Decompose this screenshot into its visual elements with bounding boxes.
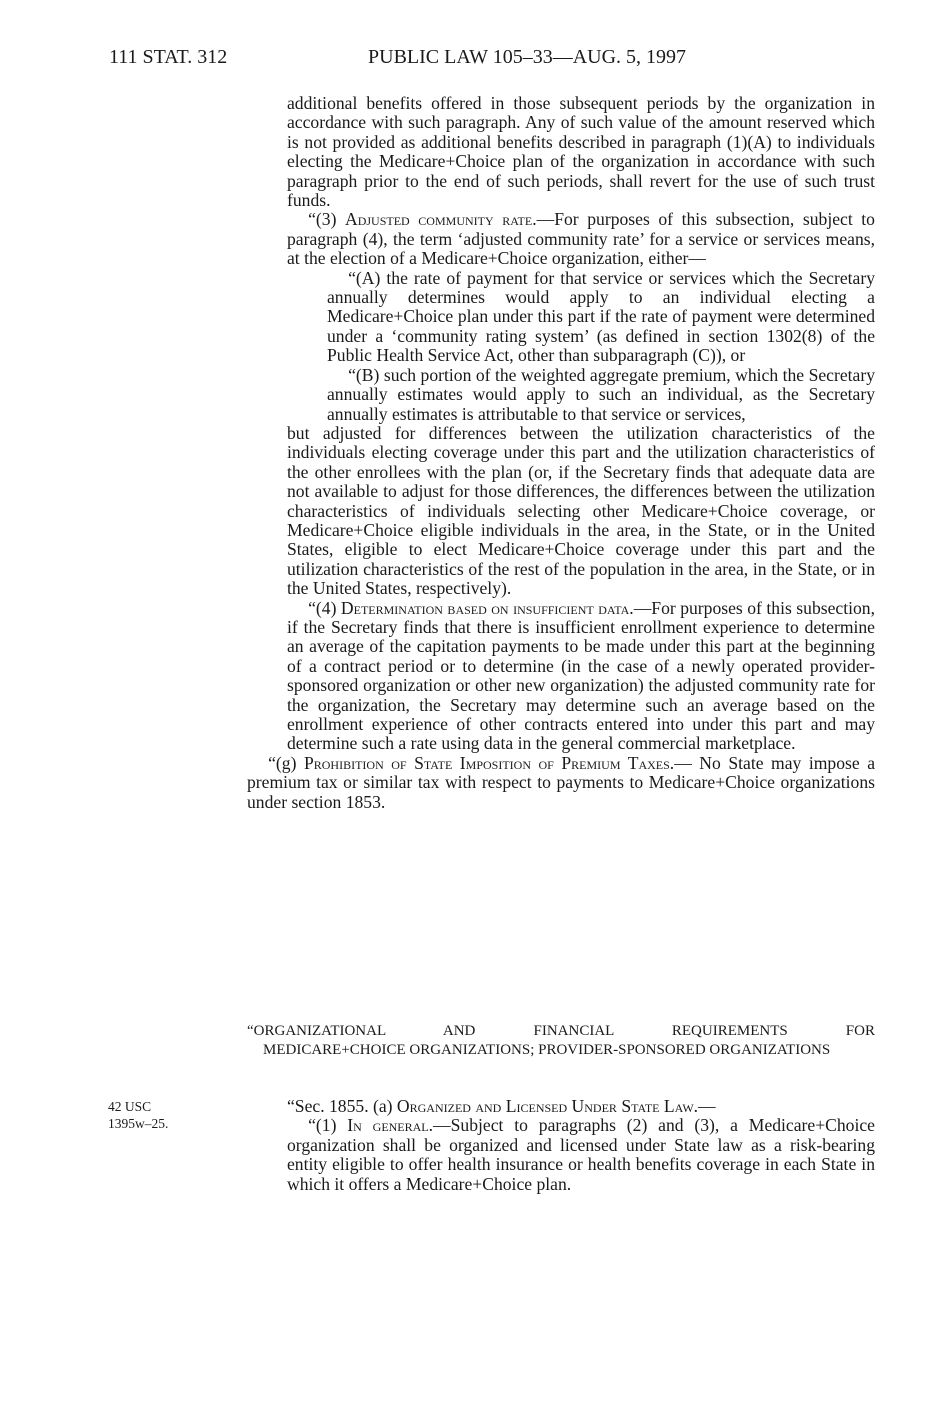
section-1855-paragraph-1-text: .—Subject to paragraphs (2) and (3), a Medicare+Choice organization shall be organized and licensed under State law as a risk-bearing entity eligible to offer health insurance or health benefits coverage in each State in which it offers a Medicare+Choice plan. bbox=[287, 1115, 875, 1194]
paragraph-3-number: “(3) bbox=[308, 209, 346, 230]
part-heading-rest: MEDICARE+CHOICE ORGANIZATIONS; PROVIDER-SPONSORED ORGANIZATIONS bbox=[263, 1042, 831, 1058]
subparagraph-b: “(B) such portion of the weighted aggregate premium, which the Secretary annually estimates would apply to such an individual, as the Secretary annually estimates is attributable to that service or services, bbox=[327, 364, 875, 424]
section-1855-heading bbox=[287, 1097, 875, 1116]
paragraph-4-number: “(4) bbox=[308, 597, 341, 618]
margin-citation-line1: 42 USC bbox=[108, 1099, 152, 1114]
paragraph-3-heading: Adjusted community rate bbox=[345, 209, 533, 230]
section-1855-paragraph-1-number: “(1) bbox=[308, 1115, 348, 1136]
subsection-g-heading: Prohibition of State Imposition of Premium Taxes bbox=[303, 752, 670, 773]
page-number: 111 STAT. 312 bbox=[109, 46, 228, 68]
running-header: PUBLIC LAW 105–33—AUG. 5, 1997 bbox=[368, 46, 687, 68]
section-1855-dash: .— bbox=[693, 1096, 716, 1116]
margin-citation bbox=[108, 1098, 168, 1132]
paragraph-3-text: .—For purposes of this subsection, subject to paragraph (4), the term ‘adjusted community rate’ for a service or services means, at the election of a Medicare+Choice organization, either— bbox=[287, 209, 875, 269]
section-1855-number: “Sec. 1855. (a) bbox=[287, 1096, 397, 1116]
paragraph-4 bbox=[287, 599, 875, 754]
paragraph-3 bbox=[287, 210, 875, 268]
section-1855-paragraph-1 bbox=[287, 1116, 875, 1194]
subsection-g-text: .— No State may impose a premium tax or similar tax with respect to payments to Medicare+Choice organizations under section 1853. bbox=[247, 752, 876, 812]
subsection-g-number: “(g) bbox=[268, 752, 304, 773]
paragraph-continuation: additional benefits offered in those subsequent periods by the organization in accordance with such paragraph. Any of such value of the amount reserved which is not provided as additional benefits described in paragraph (1)(A) to individuals electing the Medicare+Choice plan of the organization in accordance with such paragraph prior to the end of such periods, shall revert for the use of such trust funds. bbox=[287, 93, 875, 211]
margin-citation-line2: 1395w–25. bbox=[108, 1116, 169, 1131]
main-text bbox=[247, 93, 876, 812]
subparagraph-a: “(A) the rate of payment for that service or services which the Secretary annually determines would apply to an individual electing a Medicare+Choice plan under this part if the rate of payment were determined under a ‘community rating system’ (as defined in section 1302(8) of the Public Health Service Act, other than subparagraph (C)), or bbox=[327, 267, 875, 366]
flush-paragraph: but adjusted for differences between the utilization characteristics of the individuals electing coverage under this part and the utilization characteristics of the other enrollees with the plan (or, if the Secretary finds that adequate data are not available to adjust for those differences, the differences between the utilization characteristics of individuals selecting other Medicare+Choice coverage, or Medicare+Choice eligible individuals in the area, in the State, or in the United States, eligible to elect Medicare+Choice coverage under this part and the utilization characteristics of the rest of the population in the area, in the State, or in the United States, respectively). bbox=[287, 422, 875, 599]
subsection-g bbox=[247, 754, 875, 812]
paragraph-4-heading: Determination based on insufficient data bbox=[340, 597, 630, 618]
section-1855 bbox=[287, 1097, 875, 1194]
paragraph-4-text: .—For purposes of this subsection, if the Secretary finds that there is insufficient enrollment experience to determine an average of the capitation payments to be made under this part at the beginning of a contract period or to determine (in the case of a newly operated provider-sponsored organization or other new organization) the adjusted community rate for the organization, the Secretary may determine such an average based on the enrollment experience of other contracts entered into under this part and may determine such a rate using data in the general commercial marketplace. bbox=[287, 597, 875, 754]
part-heading bbox=[247, 1022, 875, 1060]
section-1855-title: Organized and Licensed Under State Law bbox=[396, 1096, 694, 1116]
part-heading-line1: “ORGANIZATIONAL AND FINANCIAL REQUIREMENTS FOR bbox=[247, 1023, 875, 1039]
section-1855-paragraph-1-heading: In general bbox=[347, 1115, 429, 1136]
